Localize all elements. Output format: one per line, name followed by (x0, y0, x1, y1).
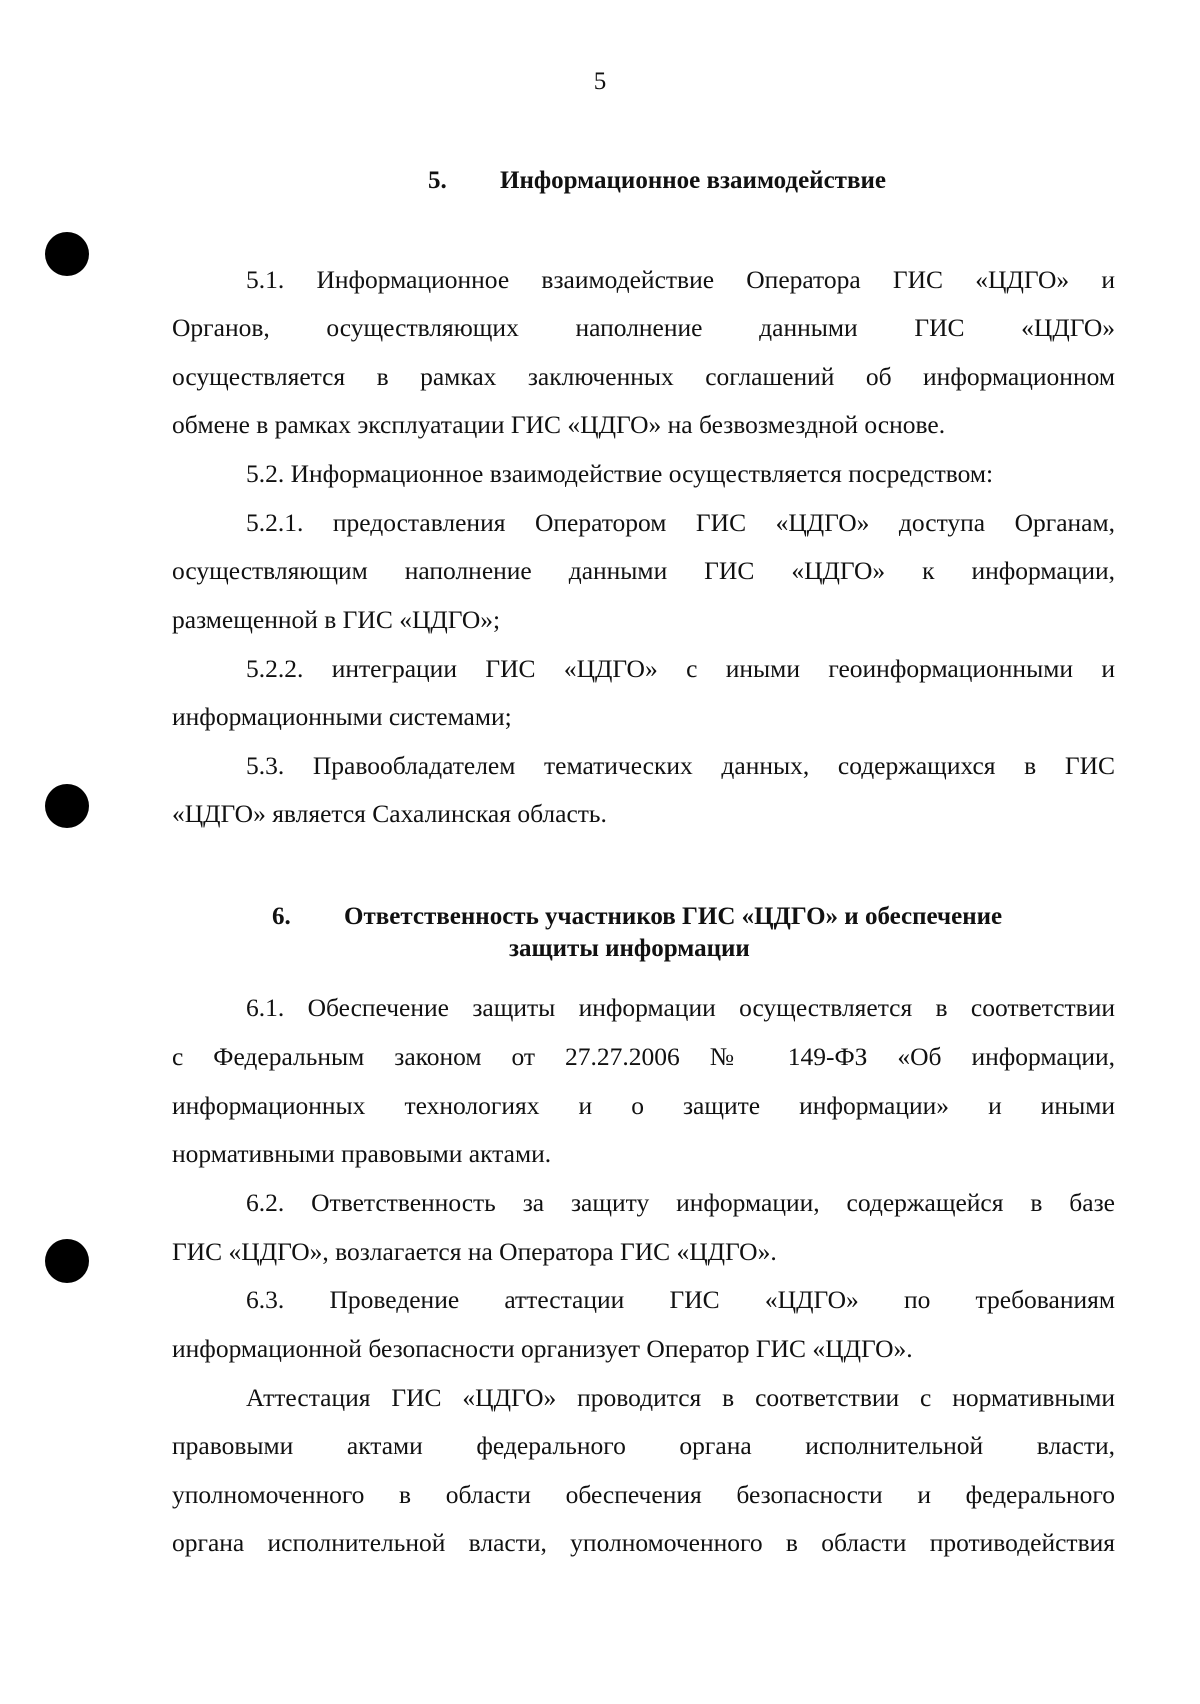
paragraph-line: Аттестация ГИС «ЦДГО» проводится в соответствии с нормативными (246, 1383, 1115, 1412)
paragraph-line: 5.2. Информационное взаимодействие осуществляется посредством: (246, 459, 994, 488)
paragraph-line: осуществляется в рамках заключенных соглашений об информационном (172, 362, 1115, 391)
paragraph-line: Органов, осуществляющих наполнение данными ГИС «ЦДГО» (172, 313, 1115, 342)
paragraph-line: нормативными правовыми актами. (172, 1139, 552, 1168)
paragraph-line: органа исполнительной власти, уполномоченного в области противодействия (172, 1528, 1115, 1557)
paragraph-line: 6.2. Ответственность за защиту информации, содержащейся в базе (246, 1188, 1115, 1217)
paragraph-line: 5.2.1. предоставления Оператором ГИС «ЦДГО» доступа Органам, (246, 508, 1115, 537)
paragraph-line: «ЦДГО» является Сахалинская область. (172, 799, 607, 828)
section-number: 6. (272, 903, 291, 930)
paragraph-line: правовыми актами федерального органа исполнительной власти, (172, 1431, 1115, 1460)
section-title: Информационное взаимодействие (500, 167, 886, 194)
section-number: 5. (428, 167, 447, 194)
paragraph-line: 5.2.2. интеграции ГИС «ЦДГО» с иными геоинформационными и (246, 654, 1115, 683)
page-number: 5 (593, 68, 607, 95)
paragraph-line: осуществляющим наполнение данными ГИС «ЦДГО» к информации, (172, 556, 1115, 585)
punch-hole-mark (45, 784, 89, 828)
paragraph-line: с Федеральным законом от 27.27.2006 № 149-ФЗ «Об информации, (172, 1042, 1115, 1071)
paragraph-line: информационных технологиях и о защите информации» и иными (172, 1091, 1115, 1120)
paragraph-line: уполномоченного в области обеспечения безопасности и федерального (172, 1480, 1115, 1509)
punch-hole-mark (45, 1239, 89, 1283)
paragraph-line: 5.3. Правообладателем тематических данных, содержащихся в ГИС (246, 751, 1115, 780)
paragraph-line: информационной безопасности организует Оператор ГИС «ЦДГО». (172, 1334, 913, 1363)
paragraph-line: обмене в рамках эксплуатации ГИС «ЦДГО» на безвозмездной основе. (172, 410, 946, 439)
section-title-continuation: защиты информации (509, 935, 750, 962)
paragraph-line: 6.3. Проведение аттестации ГИС «ЦДГО» по требованиям (246, 1285, 1115, 1314)
paragraph-line: 5.1. Информационное взаимодействие Оператора ГИС «ЦДГО» и (246, 265, 1115, 294)
paragraph-line: 6.1. Обеспечение защиты информации осуществляется в соответствии (246, 993, 1115, 1022)
paragraph-line: информационными системами; (172, 702, 512, 731)
paragraph-line: ГИС «ЦДГО», возлагается на Оператора ГИС «ЦДГО». (172, 1237, 777, 1266)
punch-hole-mark (45, 232, 89, 276)
section-title: Ответственность участников ГИС «ЦДГО» и обеспечение (344, 903, 1003, 930)
paragraph-line: размещенной в ГИС «ЦДГО»; (172, 605, 501, 634)
